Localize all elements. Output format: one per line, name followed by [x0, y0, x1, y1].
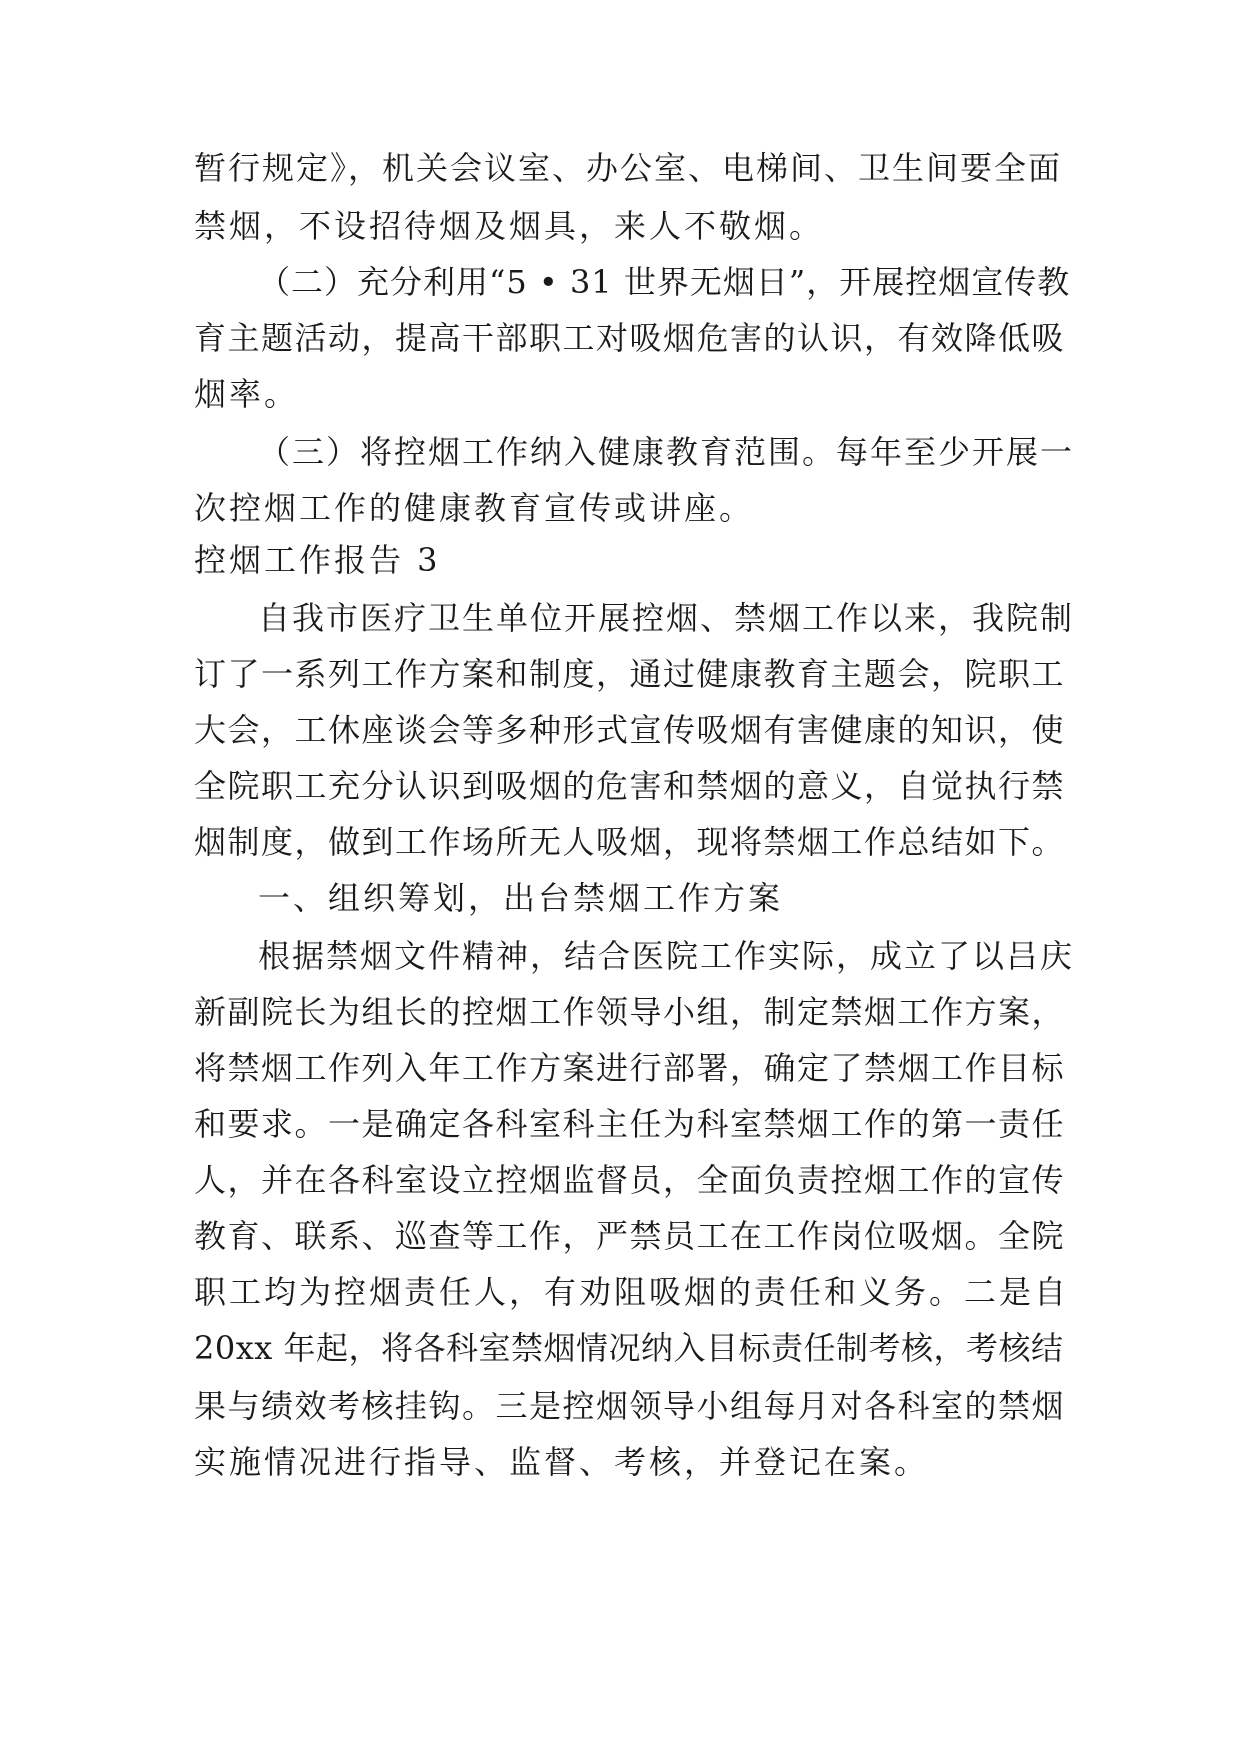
text-line: 烟制度，做到工作场所无人吸烟，现将禁烟工作总结如下。	[194, 823, 1066, 861]
text-line: 育主题活动，提高干部职工对吸烟危害的认识，有效降低吸	[194, 319, 1066, 357]
text-line: 订了一系列工作方案和制度，通过健康教育主题会，院职工	[194, 655, 1066, 693]
text-line: 新副院长为组长的控烟工作领导小组，制定禁烟工作方案，	[194, 993, 1066, 1031]
text-line: 教育、联系、巡查等工作，严禁员工在工作岗位吸烟。全院	[194, 1217, 1066, 1255]
section-heading: 控烟工作报告 3	[194, 541, 441, 579]
text-line: 果与绩效考核挂钩。三是控烟领导小组每月对各科室的禁烟	[194, 1387, 1066, 1425]
text-line: 大会，工休座谈会等多种形式宣传吸烟有害健康的知识，使	[194, 711, 1066, 749]
subsection-heading: 一、组织筹划，出台禁烟工作方案	[258, 879, 784, 917]
text-line: 将禁烟工作列入年工作方案进行部署，确定了禁烟工作目标	[194, 1049, 1066, 1087]
text-line: 实施情况进行指导、监督、考核，并登记在案。	[194, 1443, 930, 1481]
text-line: 暂行规定》，机关会议室、办公室、电梯间、卫生间要全面	[194, 149, 1063, 187]
text-line: 人，并在各科室设立控烟监督员，全面负责控烟工作的宣传	[194, 1161, 1066, 1199]
text-line: 烟率。	[194, 375, 300, 413]
text-line: 全院职工充分认识到吸烟的危害和禁烟的意义，自觉执行禁	[194, 767, 1066, 805]
text-line: 根据禁烟文件精神，结合医院工作实际，成立了以吕庆	[258, 937, 1075, 975]
text-line: 20xx 年起，将各科室禁烟情况纳入目标责任制考核，考核结	[194, 1329, 1064, 1367]
text-line: （二）充分利用“5 • 31 世界无烟日”，开展控烟宣传教	[258, 263, 1071, 301]
text-line: （三）将控烟工作纳入健康教育范围。每年至少开展一	[258, 433, 1075, 471]
text-line: 自我市医疗卫生单位开展控烟、禁烟工作以来，我院制	[258, 599, 1075, 637]
text-line: 禁烟，不设招待烟及烟具，来人不敬烟。	[194, 207, 825, 245]
text-line: 和要求。一是确定各科室科主任为科室禁烟工作的第一责任	[194, 1105, 1066, 1143]
document-page	[194, 0, 1074, 1754]
text-line: 次控烟工作的健康教育宣传或讲座。	[194, 489, 755, 527]
text-line: 职工均为控烟责任人，有劝阻吸烟的责任和义务。二是自	[194, 1273, 1070, 1311]
